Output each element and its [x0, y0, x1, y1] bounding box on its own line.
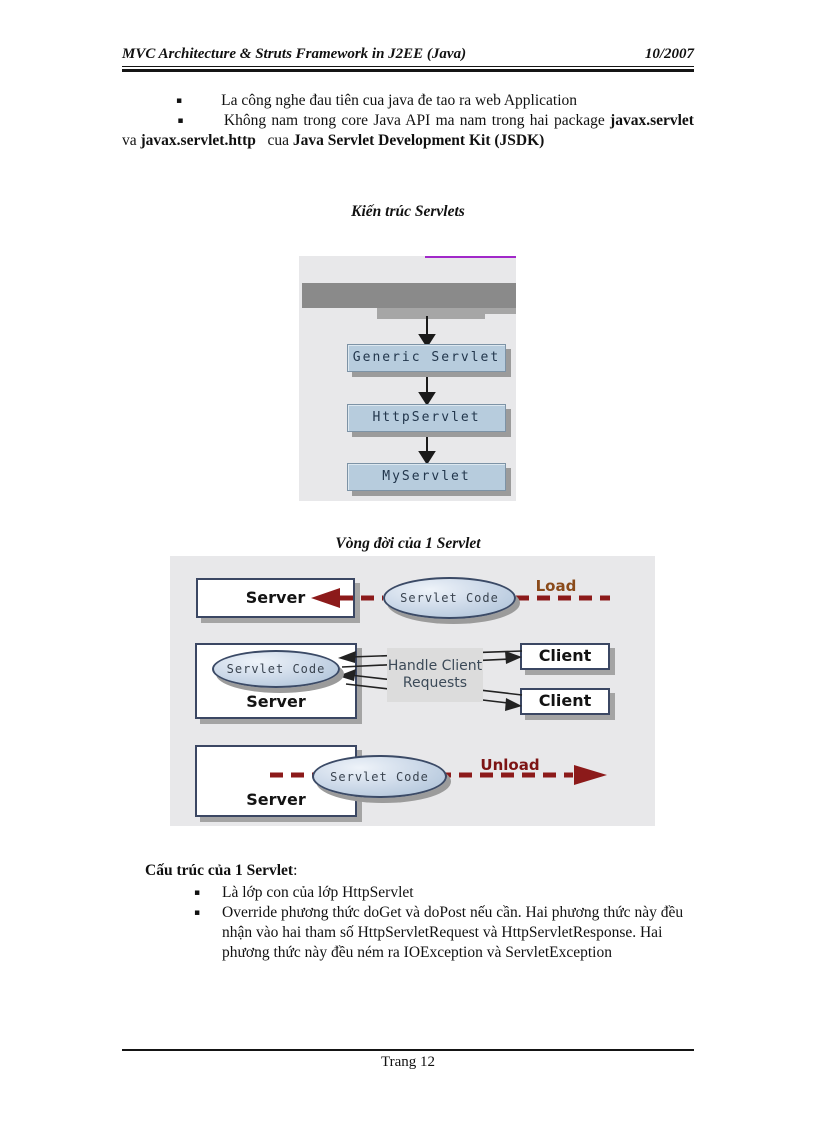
footer-rule	[122, 1049, 694, 1051]
arrow-right-icon	[505, 651, 522, 664]
servlet-code-ellipse-load	[383, 577, 516, 619]
square-bullet-icon: ▪	[176, 116, 185, 126]
square-bullet-icon: ▪	[194, 888, 201, 898]
list-item-text: Là lớp con của lớp HttpServlet	[222, 884, 414, 901]
unload-label: Unload	[480, 756, 540, 774]
header-rule-thin	[122, 66, 694, 67]
section-heading	[145, 861, 694, 881]
list-item	[145, 903, 694, 963]
servlet-code-ellipse-handle	[212, 650, 340, 688]
arrow-left-icon	[338, 669, 356, 681]
server-label: Server	[245, 588, 306, 607]
dashed-arrow-left-icon	[311, 588, 340, 608]
servlet-code-label: Servlet Code	[400, 591, 499, 605]
list-item	[145, 883, 694, 903]
load-label: Load	[535, 577, 577, 595]
intro-section	[122, 91, 694, 151]
section-heading-text: Cấu trúc của 1 Servlet	[145, 862, 294, 879]
servlet-lifecycle-diagram	[170, 556, 655, 826]
section-heading-colon: :	[293, 862, 298, 879]
bullet-text: Không nam trong core Java API ma nam trong hai package	[223, 112, 611, 129]
bullet-text: La công nghe đau tiên cua java đe tao ra web Application	[221, 92, 578, 109]
square-bullet-icon: ▪	[194, 908, 201, 918]
bold-package-1: javax.servlet	[610, 112, 694, 129]
client-label: Client	[538, 646, 592, 665]
server-label: Server	[246, 790, 306, 809]
class-node-myservlet: MyServlet	[347, 463, 506, 491]
figure-title-architecture: Kiến trúc Servlets	[351, 203, 465, 220]
bullet-text: cua	[255, 132, 293, 149]
square-bullet-icon: ▪	[176, 96, 183, 106]
arrow-right-icon	[505, 698, 522, 711]
servlet-hierarchy-diagram	[299, 256, 516, 501]
list-item-text: Override phương thức doGet và doPost nếu cần. Hai phương thức này đều nhận vào hai tham số HttpServletRequest và HttpServletResponse. Hai phương thức này đều ném ra IOException và ServletException	[222, 904, 684, 961]
page-number: Trang 12	[380, 1054, 436, 1070]
handle-requests-label: Handle Client Requests	[387, 648, 483, 702]
servlet-code-label: Servlet Code	[226, 662, 326, 676]
intro-bullet-2	[122, 111, 694, 151]
server-label: Server	[246, 692, 306, 711]
servlet-code-ellipse-unload	[312, 755, 447, 798]
page-footer	[122, 1049, 694, 1071]
header-title: MVC Architecture & Struts Framework in J2EE (Java)	[122, 46, 467, 62]
intro-bullet-1	[122, 91, 694, 111]
header-rule-thick	[122, 69, 694, 72]
page-header	[122, 46, 694, 72]
servlet-code-label: Servlet Code	[330, 769, 429, 784]
figure-title-lifecycle: Vòng đời của 1 Servlet	[335, 535, 481, 552]
arrow-left-icon	[338, 651, 356, 663]
bullet-text: va	[122, 132, 141, 149]
bold-jsdk: Java Servlet Development Kit (JSDK)	[292, 132, 545, 149]
client-label: Client	[538, 691, 592, 710]
structure-section	[145, 861, 694, 963]
bold-package-2: javax.servlet.http	[140, 132, 256, 149]
arrow-down-icon	[420, 452, 434, 463]
class-node-httpservlet: HttpServlet	[347, 404, 506, 432]
dashed-arrow-right-icon	[574, 765, 607, 785]
arrow-down-icon	[420, 393, 434, 404]
header-date: 10/2007	[644, 46, 694, 62]
class-node-generic-servlet: Generic Servlet	[347, 344, 506, 372]
